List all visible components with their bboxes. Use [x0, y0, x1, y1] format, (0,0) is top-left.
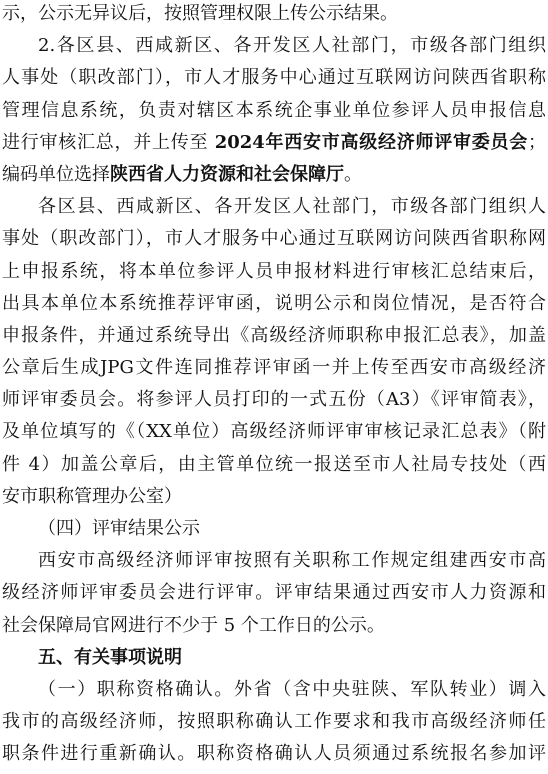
body-text-segment: ；: [527, 131, 546, 153]
paragraph-submission: [2, 191, 546, 513]
body-text-line: 公章后生成JPG文件连同推荐评审函一并上传至西安市高级经济: [2, 357, 546, 379]
body-text-line: [2, 127, 546, 159]
body-text-line: 级经济师评审委员会进行评审。评审结果通过西安市人力资源和: [2, 582, 546, 604]
paragraph-continuation: [2, 0, 546, 30]
body-text-line: （一）职称资格确认。外省（含中央驻陕、军队转业）调入: [38, 678, 546, 700]
body-text-line: [2, 159, 546, 191]
body-text-line: 及单位填写的《（XX单位）高级经济师评审审核记录汇总表》（附: [2, 421, 546, 443]
paragraph-results: [2, 545, 546, 642]
body-text-line: 件 4）加盖公章后，由主管单位统一报送至市人社局专技处（西: [2, 453, 546, 475]
body-text-line: 安市职称管理办公室）: [2, 485, 182, 507]
body-text-line: 示，公示无异议后，按照管理权限上传公示结果。: [2, 3, 398, 24]
body-text-line: 出具本单位本系统推荐评审函，说明公示和岗位情况，是否符合: [2, 292, 546, 314]
body-text-segment: 进行审核汇总，并上传至: [2, 131, 215, 153]
body-text-line: 管理信息系统，负责对辖区本系统企事业单位参评人员申报信息: [2, 99, 546, 121]
body-text-line: 2.各区县、西咸新区、各开发区人社部门，市级各部门组织: [38, 35, 546, 57]
body-text-line: 我市的高级经济师，按照职称确认工作要求和我市高级经济师任: [2, 711, 546, 733]
paragraph-item-2: [2, 30, 546, 191]
subsection-heading: （四）评审结果公示: [38, 518, 200, 539]
section-heading: 五、有关事项说明: [38, 646, 182, 668]
emphasis-text: 陕西省人力资源和社会保障厅: [110, 163, 344, 185]
body-text-line: 人事处（职改部门），市人才服务中心通过互联网访问陕西省职称: [2, 67, 546, 89]
body-text-line: 师评审委员会。将参评人员打印的一式五份（A3）《评审简表》，: [2, 389, 546, 411]
body-text-line: 西安市高级经济师评审按照有关职称工作规定组建西安市高: [38, 550, 546, 572]
body-text-line: 申报条件，并通过系统导出《高级经济师职称申报汇总表》，加盖: [2, 324, 546, 346]
emphasis-text: 2024年西安市高级经济师评审委员会: [214, 131, 528, 153]
body-text-line: 各区县、西咸新区、各开发区人社部门，市级各部门组织人: [38, 196, 546, 218]
body-text-line: 职条件进行重新确认。职称资格确认人员须通过系统报名参加评: [2, 743, 546, 765]
body-text-line: 社会保障局官网进行不少于 5 个工作日的公示。: [2, 614, 385, 636]
body-text-line: 事处（职改部门），市人才服务中心通过互联网访问陕西省职称网: [2, 228, 546, 250]
body-text-segment: 。: [344, 163, 362, 185]
body-text-segment: 编码单位选择: [2, 163, 110, 185]
body-text-line: 上申报系统，将本单位参评人员申报材料进行审核汇总结束后，: [2, 260, 546, 282]
paragraph-qualification: [2, 674, 546, 771]
